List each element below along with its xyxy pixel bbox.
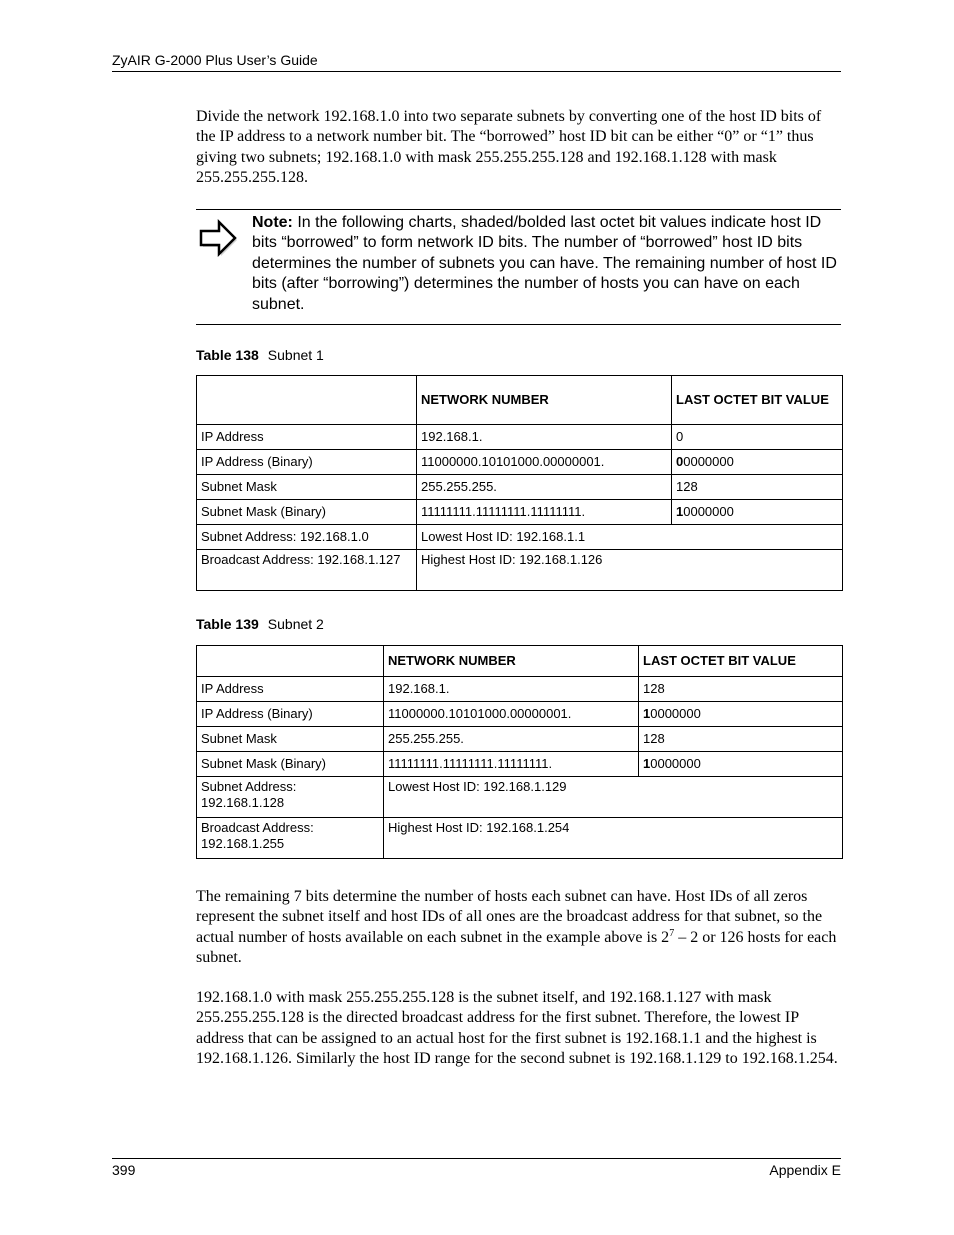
table-row [197, 450, 843, 475]
table-row [197, 500, 843, 525]
last-octet-value [672, 500, 843, 525]
borrowed-bit: 1 [643, 756, 651, 771]
remaining-bits: 0000000 [650, 756, 701, 771]
hosts-paragraph [196, 887, 841, 968]
hosts-text-start: The remaining 7 bits determine the number of hosts each subnet can have. Host IDs of all zeros represent the subnet itself and host IDs of all ones are the broadcast address for that subnet, so the actual number of hosts available on each subnet in the example above is 2 [196, 888, 823, 946]
header-last-octet: LAST OCTET BIT VALUE [672, 376, 843, 425]
page-number: 399 [112, 1162, 136, 1178]
last-octet-value [672, 450, 843, 475]
table-row [197, 702, 843, 727]
note-top-rule [196, 209, 841, 210]
table-row [197, 425, 843, 450]
last-octet-value [639, 702, 843, 727]
table-row [197, 727, 843, 752]
right-arrow-icon [197, 217, 241, 261]
network-value: 192.168.1. [417, 425, 672, 450]
network-value: 11000000.10101000.00000001. [417, 450, 672, 475]
row-label: IP Address (Binary) [197, 702, 384, 727]
header-network-number: NETWORK NUMBER [417, 376, 672, 425]
header-network-number: NETWORK NUMBER [384, 646, 639, 677]
table-row [197, 777, 843, 818]
table-138-label: Table 138 [196, 347, 259, 363]
header-cell-blank [197, 646, 384, 677]
note-label: Note: [252, 214, 293, 231]
header-cell-blank [197, 376, 417, 425]
header-last-octet: LAST OCTET BIT VALUE [639, 646, 843, 677]
row-label: Subnet Mask (Binary) [197, 752, 384, 777]
note-bottom-rule [196, 324, 841, 325]
row-label: Subnet Mask (Binary) [197, 500, 417, 525]
network-value: 255.255.255. [384, 727, 639, 752]
table-header-row [197, 376, 843, 425]
table-row [197, 550, 843, 591]
row-label: Broadcast Address: 192.168.1.255 [197, 818, 384, 859]
note-body: In the following charts, shaded/bolded last octet bit values indicate host ID bits “borrowed” to form network ID bits. The number of “borrowed” host ID bits determines the number of subnets you can have. The remaining number of host ID bits (after “borrowing”) determines the number of hosts you can have on each subnet. [252, 214, 837, 313]
table-row [197, 818, 843, 859]
last-octet-value [639, 752, 843, 777]
footer-rule [112, 1158, 841, 1159]
host-id-range: Lowest Host ID: 192.168.1.1 [417, 525, 843, 550]
table-header-row [197, 646, 843, 677]
table-138-name: Subnet 1 [267, 347, 324, 363]
table-row [197, 752, 843, 777]
last-octet-value: 128 [639, 727, 843, 752]
table-138 [196, 375, 843, 591]
table-138-caption [196, 347, 324, 363]
header-rule [112, 71, 841, 72]
host-id-range: Lowest Host ID: 192.168.1.129 [384, 777, 843, 818]
last-octet-value: 128 [672, 475, 843, 500]
network-value: 192.168.1. [384, 677, 639, 702]
host-id-range: Highest Host ID: 192.168.1.126 [417, 550, 843, 591]
row-label: Subnet Address: 192.168.1.0 [197, 525, 417, 550]
row-label: IP Address [197, 677, 384, 702]
borrowed-bit: 1 [643, 706, 651, 721]
table-row [197, 525, 843, 550]
broadcast-paragraph: 192.168.1.0 with mask 255.255.255.128 is the subnet itself, and 192.168.1.127 with mask 255.255.255.128 is the directed broadcast address for the first subnet. Therefore, the lowest IP address that can be assigned to an actual host for the first subnet is 192.168.1.1 and the highest is 192.168.1.126. Similarly the host ID range for the second subnet is 192.168.1.129 to 192.168.1.254. [196, 989, 838, 1067]
row-label: Subnet Mask [197, 727, 384, 752]
section-name: Appendix E [769, 1162, 841, 1178]
borrowed-bit: 1 [676, 504, 684, 519]
note-text [252, 213, 842, 315]
last-octet-value: 128 [639, 677, 843, 702]
row-label: Broadcast Address: 192.168.1.127 [197, 550, 417, 591]
remaining-bits: 0000000 [683, 454, 734, 469]
network-value: 11111111.11111111.11111111. [417, 500, 672, 525]
row-label: IP Address [197, 425, 417, 450]
row-label: Subnet Address: 192.168.1.128 [197, 777, 384, 818]
remaining-bits: 0000000 [650, 706, 701, 721]
table-row [197, 677, 843, 702]
table-139 [196, 645, 843, 859]
network-value: 255.255.255. [417, 475, 672, 500]
network-value: 11111111.11111111.11111111. [384, 752, 639, 777]
table-139-label: Table 139 [196, 616, 259, 632]
last-octet-value: 0 [672, 425, 843, 450]
remaining-bits: 0000000 [683, 504, 734, 519]
row-label: Subnet Mask [197, 475, 417, 500]
table-139-name: Subnet 2 [267, 616, 324, 632]
hosts-text-end: – 2 or 126 hosts for each subnet. [196, 928, 837, 966]
exponent: 7 [669, 927, 675, 939]
running-header: ZyAIR G-2000 Plus User’s Guide [112, 52, 318, 68]
network-value: 11000000.10101000.00000001. [384, 702, 639, 727]
host-id-range: Highest Host ID: 192.168.1.254 [384, 818, 843, 859]
table-139-caption [196, 616, 324, 632]
table-row [197, 475, 843, 500]
row-label: IP Address (Binary) [197, 450, 417, 475]
borrowed-bit: 0 [676, 454, 684, 469]
intro-paragraph: Divide the network 192.168.1.0 into two separate subnets by converting one of the host ID bits of the IP address to a network number bit. The “borrowed” host ID bit can be either “0” or “1” thus giving two subnets; 192.168.1.0 with mask 255.255.255.128 and 192.168.1.128 with mask 255.255.255.128. [196, 108, 822, 186]
